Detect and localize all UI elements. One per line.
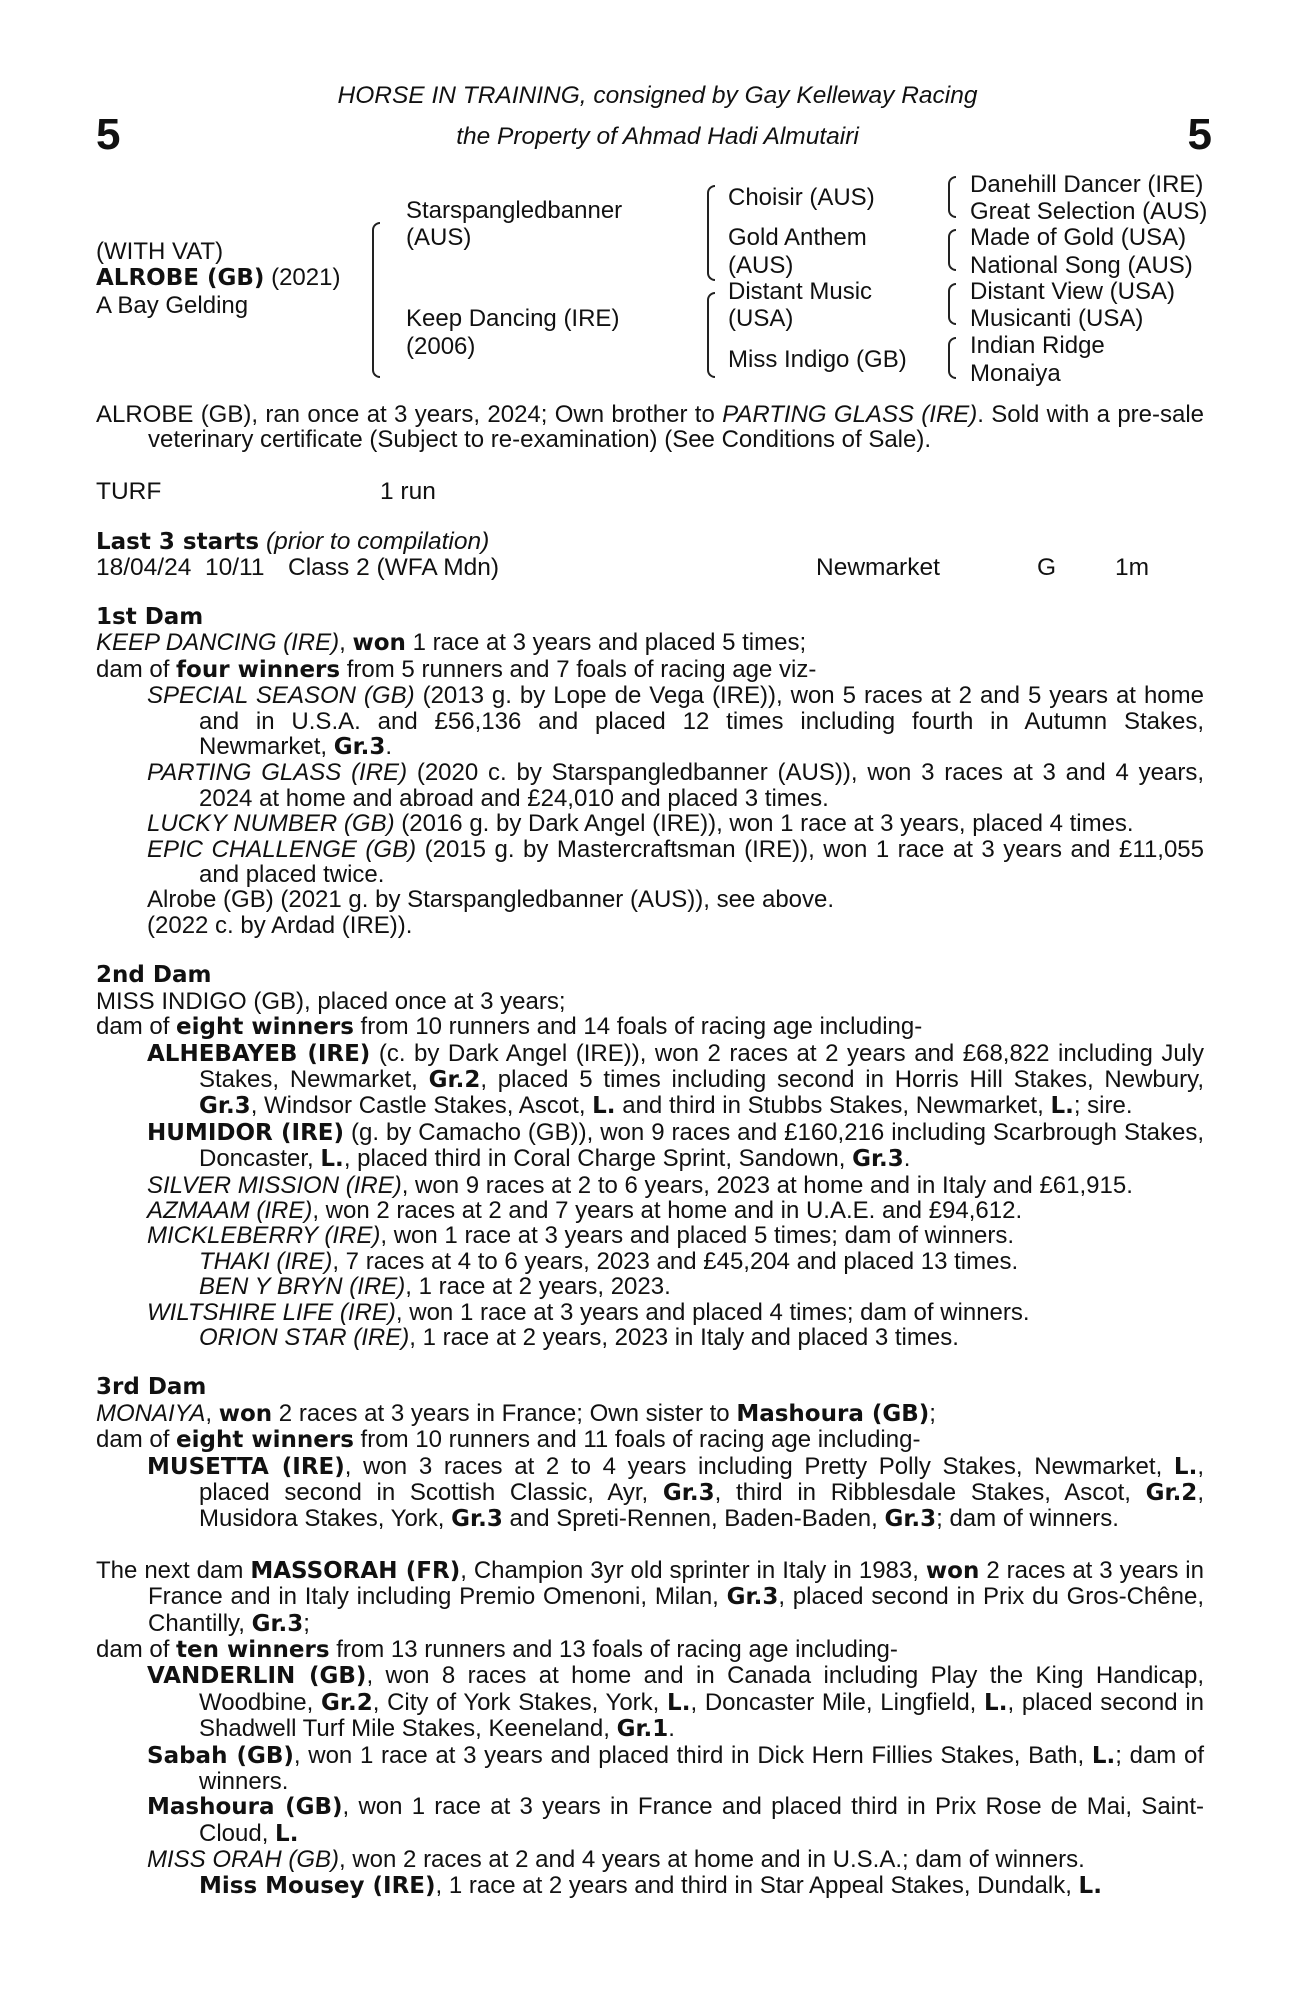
t: , won 1 race at 3 years and placed third in Dick Hern Fillies Stakes, Bath, (293, 1741, 1092, 1769)
produce-name: SILVER MISSION (IRE) (147, 1171, 402, 1199)
t: , placed second in Scottish Classic, Ayr, (199, 1452, 1204, 1506)
t: (2020 c. by Starspangledbanner (AUS)), won 3 races at 3 and 4 years, 2024 at home and abroad and £24,010 and placed 3 times. (199, 759, 1204, 812)
produce-entry (96, 1041, 1204, 1120)
grade: Gr.3 (884, 1506, 937, 1533)
t: (c. by Dark Angel (IRE)), won 2 races at 2 years and £68,822 including July Stakes, Newmarket, (199, 1039, 1204, 1093)
t: , won 9 races at 2 to 6 years, 2023 at home and in Italy and £61,915. (401, 1171, 1133, 1199)
produce-name: THAKI (IRE) (199, 1247, 333, 1275)
intro-brother: PARTING GLASS (IRE) (722, 401, 978, 428)
t: 1 race at 3 years and placed 5 times; (405, 629, 807, 657)
form-surface: TURF (96, 478, 162, 505)
t: , Windsor Castle Stakes, Ascot, (250, 1092, 593, 1120)
t: from 5 runners and 7 foals of racing age viz- (340, 655, 817, 683)
grade: L. (667, 1689, 691, 1716)
pedigree-brace (372, 222, 380, 378)
grade: L. (1078, 1872, 1102, 1899)
t: , City of York Stakes, York, (372, 1688, 668, 1716)
t: (2016 g. by Dark Angel (IRE)), won 1 race at 3 years, placed 4 times. (394, 810, 1134, 838)
winners-count: four winners (176, 656, 341, 683)
sire-name: Starspangledbanner (406, 197, 623, 224)
header-consignor: HORSE IN TRAINING, consigned by Gay Kelleway Racing (337, 82, 978, 109)
grade: L. (1173, 1453, 1198, 1480)
form-runs: 1 run (380, 478, 436, 505)
won-label: won (925, 1557, 980, 1584)
produce-entry (96, 1198, 1204, 1223)
grade: Gr.1 (616, 1716, 669, 1743)
t: , Champion 3yr old sprinter in Italy in 1983, (460, 1556, 926, 1584)
first-dam-title: 1st Dam (96, 604, 204, 630)
t: . (903, 1145, 911, 1173)
grade: Gr.3 (852, 1146, 904, 1173)
race-date: 18/04/24 (96, 554, 192, 581)
produce-name: BEN Y BRYN (IRE) (199, 1273, 406, 1301)
t: , placed second in Prix du Gros-Chêne, Chantilly, (148, 1583, 1204, 1637)
winners-count: ten winners (176, 1637, 330, 1664)
t: dam of (96, 1426, 177, 1454)
produce-entry (96, 1663, 1204, 1742)
grandproduce-entry (96, 1873, 1204, 1899)
t: . (668, 1715, 675, 1743)
produce-entry (96, 837, 1204, 888)
t: dam of (96, 655, 177, 683)
sire-origin: (AUS) (406, 224, 472, 251)
next-dam-name: MASSORAH (FR) (250, 1557, 461, 1584)
dam-name: Keep Dancing (IRE) (406, 305, 620, 332)
produce-entry: (2022 c. by Ardad (IRE)). (147, 911, 413, 939)
g-brace-2 (948, 229, 956, 271)
grade: L. (984, 1689, 1008, 1716)
t: dam of (96, 1636, 177, 1664)
grade: Gr.3 (726, 1584, 779, 1611)
grade: L. (1050, 1093, 1074, 1120)
t: , 1 race at 2 years, 2023 in Italy and placed 3 times. (409, 1323, 959, 1351)
grade: Gr.3 (199, 1093, 251, 1120)
produce-entry (96, 1223, 1204, 1248)
grandsire-1: Danehill Dancer (IRE) (970, 171, 1204, 198)
produce-entry: Alrobe (GB) (2021 g. by Starspangledbanner (AUS)), see above. (147, 886, 835, 914)
produce-entry (96, 1120, 1204, 1173)
g-brace-1 (948, 176, 956, 218)
produce-entry (96, 1454, 1204, 1533)
t: ; dam of winners. (936, 1505, 1119, 1533)
second-dam-produce (96, 1014, 1204, 1040)
produce-name: PARTING GLASS (IRE) (147, 759, 408, 787)
t: (g. by Camacho (GB)), won 9 races and £160,216 including Scarbrough Stakes, Doncaster, (199, 1118, 1204, 1173)
race-going: G (1037, 554, 1057, 581)
t: ; (929, 1399, 936, 1427)
produce-entry (96, 1173, 1204, 1198)
produce-entry (96, 811, 1204, 836)
t: ; dam of winners. (199, 1741, 1204, 1796)
grade: Gr.2 (1145, 1480, 1198, 1506)
produce-name: Sabah (GB) (147, 1742, 294, 1769)
sire-sire: Choisir (AUS) (728, 184, 875, 211)
header-property: the Property of Ahmad Hadi Almutairi (456, 123, 859, 150)
dam-brace (707, 292, 715, 378)
race-distance: 1m (1115, 554, 1150, 581)
sister-name: Mashoura (GB) (736, 1400, 930, 1427)
produce-name: HUMIDOR (IRE) (147, 1119, 345, 1146)
t: (2013 g. by Lope de Vega (IRE)), won 5 races at 2 and 5 years at home and in U.S.A. and £56,136 and placed 12 times including fourth in Autumn Stakes, Newmarket, (199, 682, 1204, 761)
grandproduce-entry (96, 1274, 1204, 1299)
produce-entry (96, 1300, 1204, 1325)
lot-number-right: 5 (1187, 110, 1212, 159)
t: , placed third in Coral Charge Sprint, Sandown, (343, 1145, 853, 1173)
granddam-4: Monaiya (970, 360, 1061, 387)
intro-text-a: ALROBE (GB), ran once at 3 years, 2024; Own brother to (96, 401, 723, 428)
t: dam of (96, 1013, 177, 1041)
t: , won 3 races at 2 to 4 years including Pretty Polly Stakes, Newmarket, (344, 1452, 1174, 1480)
t: , won 2 races at 2 and 7 years at home and in U.A.E. and £94,612. (312, 1196, 1023, 1224)
produce-name: MUSETTA (IRE) (147, 1453, 345, 1480)
produce-name: LUCKY NUMBER (GB) (147, 810, 395, 838)
sire-dam-origin: (AUS) (728, 252, 794, 279)
t: , (339, 629, 353, 657)
race-position: 10/11 (205, 554, 265, 581)
produce-name: WILTSHIRE LIFE (IRE) (147, 1298, 396, 1326)
grandproduce-entry (96, 1325, 1204, 1350)
t: , third in Ribblesdale Stakes, Ascot, (714, 1479, 1146, 1506)
second-dam-line: MISS INDIGO (GB), placed once at 3 years; (96, 987, 566, 1015)
vat-note: (WITH VAT) (96, 238, 224, 265)
sire-brace (707, 185, 715, 281)
t: from 13 runners and 13 foals of racing age including- (329, 1636, 898, 1664)
race-class: Class 2 (WFA Mdn) (288, 554, 500, 581)
t: , won 2 races at 2 and 4 years at home and in U.S.A.; dam of winners. (339, 1846, 1085, 1874)
last-starts-note: (prior to compilation) (265, 528, 490, 555)
next-dam-line (96, 1558, 1204, 1637)
produce-name: Mashoura (GB) (147, 1794, 343, 1821)
t: , won 1 race at 3 years in France and placed third in Prix Rose de Mai, Saint-Cloud, (199, 1793, 1205, 1847)
dam-year: (2006) (406, 333, 476, 360)
produce-entry (96, 1847, 1204, 1872)
produce-name: MICKLEBERRY (IRE) (147, 1222, 381, 1250)
first-dam-name: KEEP DANCING (IRE) (96, 629, 340, 657)
produce-entry (96, 1794, 1204, 1847)
produce-entry (96, 1743, 1204, 1795)
last-starts-title: Last 3 starts (96, 529, 260, 555)
t: ; (303, 1609, 310, 1637)
won-label: won (352, 630, 406, 657)
next-dam-produce (96, 1637, 1204, 1663)
t: , 1 race at 2 years, 2023. (405, 1273, 671, 1301)
t: , placed 5 times including second in Horris Hill Stakes, Newbury, (480, 1065, 1204, 1093)
winners-count: eight winners (176, 1014, 354, 1041)
t: 2 races at 3 years in France and in Italy including Premio Omenoni, Milan, (148, 1556, 1204, 1611)
third-dam-name: MONAIYA (96, 1399, 206, 1427)
t: , Doncaster Mile, Lingfield, (690, 1688, 985, 1716)
horse-year: (2021) (271, 264, 341, 291)
t: , placed second in Shadwell Turf Mile Stakes, Keeneland, (199, 1688, 1205, 1743)
grade: L. (592, 1093, 616, 1120)
t: ; sire. (1073, 1092, 1133, 1120)
lot-number-left: 5 (96, 110, 121, 159)
t: , won 8 races at home and in Canada including Play the King Handicap, Woodbine, (199, 1662, 1204, 1716)
t: , 7 races at 4 to 6 years, 2023 and £45,204 and placed 13 times. (332, 1247, 1019, 1275)
t: and third in Stubbs Stakes, Newmarket, (615, 1092, 1051, 1120)
produce-name: SPECIAL SEASON (GB) (147, 682, 415, 710)
sire-dam-name: Gold Anthem (728, 224, 867, 251)
produce-name: Miss Mousey (IRE) (199, 1872, 436, 1899)
first-dam-line (96, 630, 1204, 656)
dam-dam: Miss Indigo (GB) (728, 346, 907, 373)
horse-name: ALROBE (GB) (96, 265, 265, 291)
t: 2 races at 3 years in France; Own sister to (272, 1399, 737, 1427)
produce-name: VANDERLIN (GB) (147, 1663, 367, 1690)
produce-name: ORION STAR (IRE) (199, 1323, 410, 1351)
t: , won 1 race at 3 years and placed 5 times; dam of winners. (380, 1222, 1015, 1250)
t: , won 1 race at 3 years and placed 4 times; dam of winners. (395, 1298, 1030, 1326)
grandsire-2: Made of Gold (USA) (970, 224, 1187, 251)
horse-description: A Bay Gelding (96, 292, 249, 319)
winners-count: eight winners (176, 1427, 354, 1454)
grade: L. (320, 1146, 344, 1173)
third-dam-title: 3rd Dam (96, 1374, 207, 1401)
third-dam-produce (96, 1427, 1204, 1453)
t: from 10 runners and 14 foals of racing age including- (353, 1013, 923, 1041)
intro-text-d: pre-sale veterinary certificate (Subject to re-examination) (See Conditions of Sale). (148, 401, 1205, 454)
t: from 10 runners and 11 foals of racing age including- (353, 1426, 921, 1454)
intro-paragraph (96, 402, 1204, 453)
produce-entry (96, 760, 1204, 811)
g-brace-4 (948, 337, 956, 379)
t: , 1 race at 2 years and third in Star Appeal Stakes, Dundalk, (435, 1871, 1079, 1899)
third-dam-line (96, 1401, 1204, 1427)
granddam-3: Musicanti (USA) (970, 305, 1144, 332)
intro-section (96, 402, 1204, 453)
grandproduce-entry (96, 1249, 1204, 1274)
first-dam-produce (96, 657, 1204, 683)
grandsire-4: Indian Ridge (970, 332, 1105, 359)
produce-name: EPIC CHALLENGE (GB) (147, 835, 417, 863)
granddam-1: Great Selection (AUS) (970, 198, 1208, 225)
race-course: Newmarket (816, 554, 940, 581)
produce-entry (96, 683, 1204, 760)
dam-sire-origin: (USA) (728, 305, 794, 332)
grade: Gr.3 (662, 1480, 715, 1506)
grandsire-3: Distant View (USA) (970, 278, 1175, 305)
t: and Spreti-Rennen, Baden-Baden, (502, 1505, 885, 1533)
g-brace-3 (948, 283, 956, 325)
catalogue-body (96, 605, 1204, 1899)
granddam-2: National Song (AUS) (970, 252, 1193, 279)
produce-name: ALHEBAYEB (IRE) (147, 1040, 371, 1067)
grade: Gr.3 (251, 1610, 304, 1637)
grade: Gr.3 (451, 1506, 503, 1533)
grade: L. (275, 1820, 299, 1847)
grade: L. (1091, 1742, 1116, 1769)
produce-name: AZMAAM (IRE) (147, 1196, 313, 1224)
grade: Gr.2 (428, 1066, 481, 1093)
grade: Gr.2 (321, 1689, 373, 1716)
t: The next dam (96, 1556, 251, 1584)
produce-name: MISS ORAH (GB) (147, 1846, 340, 1874)
horse-name-line (96, 264, 340, 292)
dam-sire-name: Distant Music (728, 278, 873, 305)
t: , Musidora Stakes, York, (199, 1479, 1204, 1533)
intro-text-c: . Sold with a (977, 401, 1110, 428)
second-dam-title: 2nd Dam (96, 962, 212, 989)
t: (2015 g. by Mastercraftsman (IRE)), won 1 race at 3 years and £11,055 and placed twice. (199, 835, 1204, 889)
last-starts-heading (96, 528, 489, 556)
t: . (385, 733, 393, 761)
won-label: won (218, 1400, 273, 1427)
t: , (205, 1399, 219, 1427)
grade: Gr.3 (333, 734, 386, 761)
